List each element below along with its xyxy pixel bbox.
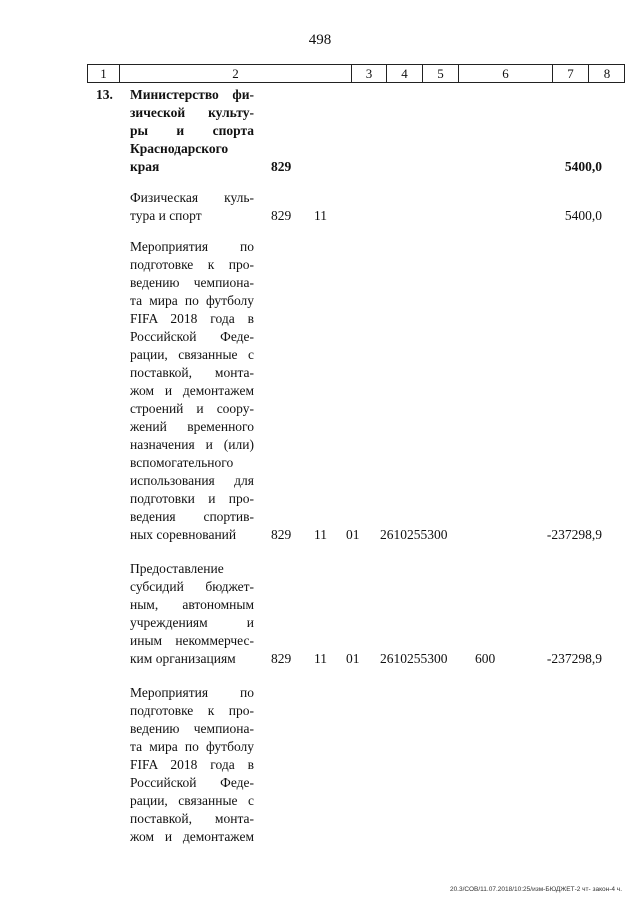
- description-line: ведению чемпиона-: [130, 721, 254, 736]
- cell-col7: 600: [475, 651, 496, 666]
- description-line: жом и демонтажем: [130, 829, 254, 844]
- cell-col8: -237298,9: [546, 651, 602, 666]
- cell-col4: 11: [314, 527, 327, 542]
- description-line: строений и соору-: [130, 401, 254, 416]
- cell-col6: 2610255300: [380, 527, 448, 542]
- cell-col8: 5400,0: [564, 159, 602, 174]
- description-line: Физическая куль-: [130, 190, 254, 205]
- description-line: ким организациям: [130, 651, 236, 666]
- description-line: рации, связанные с: [130, 793, 254, 808]
- description-line: Министерство фи-: [130, 87, 254, 102]
- description-line: субсидий бюджет-: [130, 579, 254, 594]
- cell-col8: -237298,9: [546, 527, 602, 542]
- cell-col5: 01: [346, 651, 360, 666]
- description-line: ных соревнований: [130, 527, 237, 542]
- description-line: тура и спорт: [130, 208, 202, 223]
- description-line: ведения спортив-: [130, 509, 254, 524]
- column-header-4: 4: [387, 65, 423, 82]
- description-line: учреждениям и: [130, 615, 254, 630]
- description-line: поставкой, монта-: [130, 811, 254, 826]
- row-number: 13.: [96, 87, 113, 102]
- description-line: та мира по футболу: [130, 293, 254, 308]
- description-line: назначения и (или): [130, 437, 254, 452]
- description-line: рации, связанные с: [130, 347, 254, 362]
- description-line: FIFA 2018 года в: [130, 311, 254, 326]
- column-header-5: 5: [423, 65, 459, 82]
- cell-col6: 2610255300: [380, 651, 448, 666]
- cell-col3: 829: [271, 527, 292, 542]
- cell-col3: 829: [271, 159, 292, 174]
- page-number: 498: [308, 32, 332, 48]
- description-line: Российской Феде-: [130, 775, 254, 790]
- cell-col8: 5400,0: [564, 208, 602, 223]
- row-description: [130, 189, 254, 225]
- column-header-3: 3: [352, 65, 387, 82]
- column-header-row: [87, 64, 625, 83]
- row-description: [130, 560, 254, 668]
- description-line: ным, автономным: [130, 597, 254, 612]
- description-line: подготовке к про-: [130, 257, 254, 272]
- cell-col3: 829: [271, 651, 292, 666]
- column-header-2: 2: [120, 65, 352, 82]
- row-description: [130, 86, 254, 176]
- cell-col4: 11: [314, 208, 327, 223]
- description-line: Российской Феде-: [130, 329, 254, 344]
- description-line: Предоставление: [130, 561, 224, 576]
- description-line: зической культу-: [130, 105, 254, 120]
- description-line: жом и демонтажем: [130, 383, 254, 398]
- cell-col5: 01: [346, 527, 360, 542]
- row-description: [130, 684, 254, 846]
- description-line: Мероприятия по: [130, 685, 254, 700]
- description-line: жений временного: [130, 419, 254, 434]
- cell-col3: 829: [271, 208, 292, 223]
- description-line: Мероприятия по: [130, 239, 254, 254]
- row-description: [130, 238, 254, 544]
- description-line: иным некоммерчес-: [130, 633, 254, 648]
- description-line: Краснодарского: [130, 141, 229, 156]
- column-header-7: 7: [553, 65, 589, 82]
- description-line: поставкой, монта-: [130, 365, 254, 380]
- description-line: использования для: [130, 473, 254, 488]
- cell-col4: 11: [314, 651, 327, 666]
- description-line: подготовке к про-: [130, 703, 254, 718]
- description-line: та мира по футболу: [130, 739, 254, 754]
- description-line: FIFA 2018 года в: [130, 757, 254, 772]
- column-header-8: 8: [603, 66, 611, 81]
- description-line: ведению чемпиона-: [130, 275, 254, 290]
- description-line: края: [130, 159, 160, 174]
- column-header-1: 1: [88, 65, 120, 82]
- description-line: вспомогательного: [130, 455, 234, 470]
- document-footer-stamp: 20.3/СОВ/11.07.2018/10:25/изм-БЮДЖЕТ-2 чт- закон-4 ч.: [449, 886, 622, 893]
- column-header-6: 6: [459, 65, 553, 82]
- description-line: ры и спорта: [130, 123, 254, 138]
- description-line: подготовки и про-: [130, 491, 254, 506]
